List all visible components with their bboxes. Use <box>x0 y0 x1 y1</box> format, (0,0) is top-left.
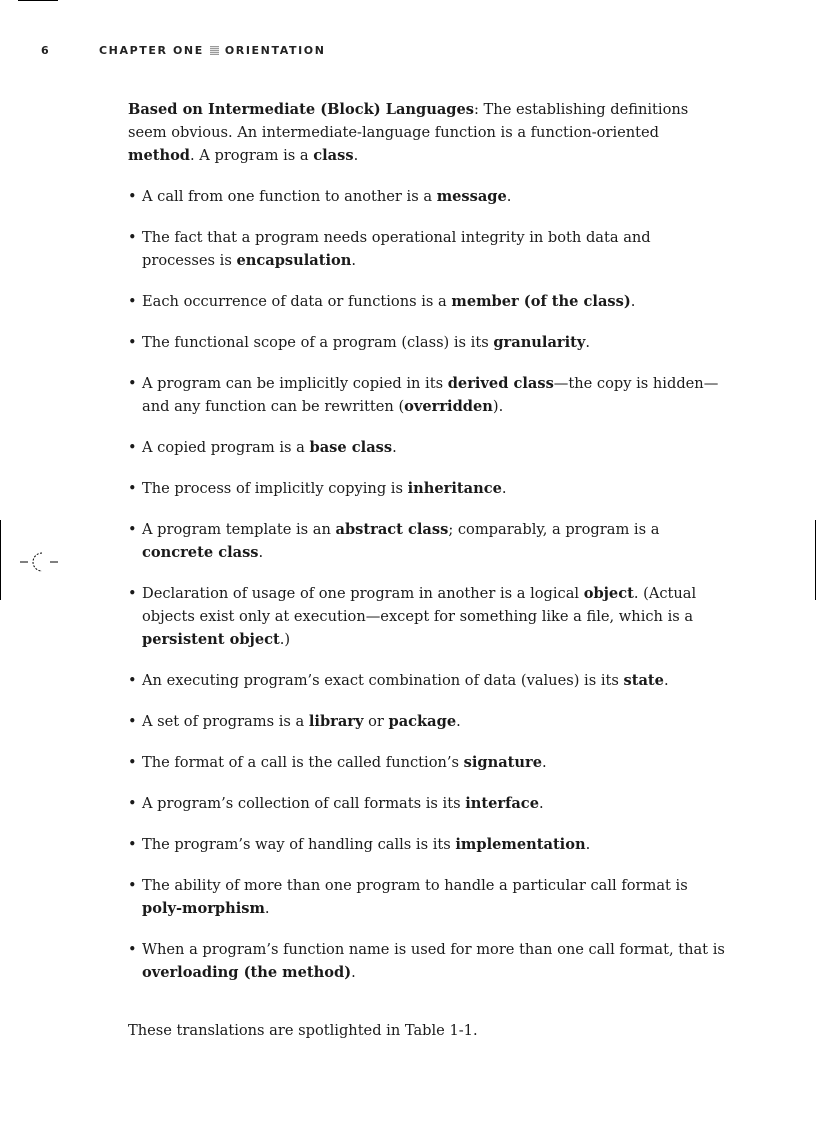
list-item: • The format of a call is the called function’s signature. <box>128 751 728 774</box>
definition-list <box>128 185 728 984</box>
list-item: • A call from one function to another is a message. <box>128 185 728 208</box>
registration-mark-icon <box>20 551 60 577</box>
list-item: • The process of implicitly copying is inheritance. <box>128 477 728 500</box>
list-item: • Each occurrence of data or functions is a member (of the class). <box>128 290 728 313</box>
bullet-icon: • <box>128 836 137 853</box>
list-item: • An executing program’s exact combination of data (values) is its state. <box>128 669 728 692</box>
list-item: • A program’s collection of call formats is its interface. <box>128 792 728 815</box>
running-header <box>41 44 326 57</box>
list-item: • The functional scope of a program (class) is its granularity. <box>128 331 728 354</box>
bullet-icon: • <box>128 585 137 602</box>
list-item: • The ability of more than one program to handle a particular call format is poly-morphism. <box>128 874 728 920</box>
list-item: • A copied program is a base class. <box>128 436 728 459</box>
bullet-icon: • <box>128 521 137 538</box>
section-label: ORIENTATION <box>224 44 326 57</box>
header-separator-icon <box>210 46 219 55</box>
intro-paragraph: Based on Intermediate (Block) Languages: The establishing definitions seem obvious. An intermediate-language function is a function-oriented method. A program is a class. <box>128 101 689 164</box>
bullet-icon: • <box>128 188 137 205</box>
list-item: • Declaration of usage of one program in another is a logical object. (Actual objects exist only at execution—except for something like a file, which is a persistent object.) <box>128 582 728 651</box>
bullet-icon: • <box>128 795 137 812</box>
bullet-icon: • <box>128 439 137 456</box>
bullet-icon: • <box>128 672 137 689</box>
bullet-icon: • <box>128 229 137 246</box>
bullet-icon: • <box>128 334 137 351</box>
intro-lead: Based on Intermediate (Block) Languages <box>128 101 474 118</box>
list-item: • A program template is an abstract class; comparably, a program is a concrete class. <box>128 518 728 564</box>
body-text <box>128 98 728 1042</box>
list-item: • When a program’s function name is used for more than one call format, that is overloading (the method). <box>128 938 728 984</box>
bullet-icon: • <box>128 941 137 958</box>
list-item: • The program’s way of handling calls is its implementation. <box>128 833 728 856</box>
bullet-icon: • <box>128 293 137 310</box>
term-class: class <box>313 147 354 164</box>
bullet-icon: • <box>128 754 137 771</box>
bullet-icon: • <box>128 375 137 392</box>
top-crop-rule <box>18 0 58 1</box>
page-number: 6 <box>41 44 51 57</box>
bullet-icon: • <box>128 480 137 497</box>
list-item: • A set of programs is a library or package. <box>128 710 728 733</box>
term-method: method <box>128 147 191 164</box>
bullet-icon: • <box>128 713 137 730</box>
closing-paragraph: These translations are spotlighted in Table 1-1. <box>128 1022 478 1039</box>
list-item: • A program can be implicitly copied in its derived class—the copy is hidden—and any function can be rewritten (overridden). <box>128 372 728 418</box>
bullet-icon: • <box>128 877 137 894</box>
list-item: • The fact that a program needs operational integrity in both data and processes is encapsulation. <box>128 226 728 272</box>
chapter-label: CHAPTER ONE <box>99 44 204 57</box>
left-edge-line <box>0 520 1 600</box>
